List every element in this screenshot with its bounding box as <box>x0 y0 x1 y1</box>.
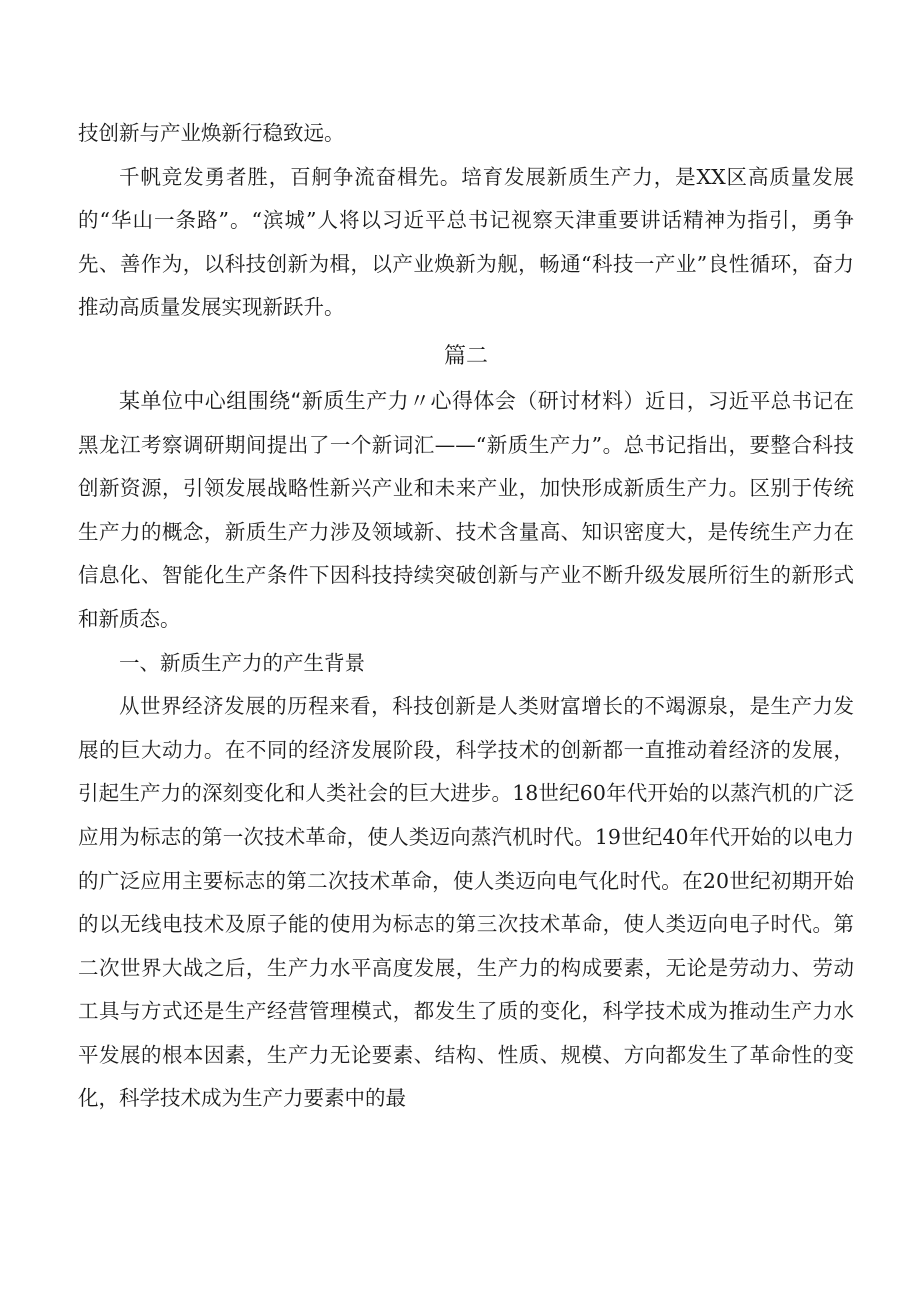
paragraph-intro-text: 近日，习近平总书记在黑龙江考察调研期间提出了一个新词汇——“新质生产力”。总书记指出，要整合科技创新资源，引领发展战略性新兴产业和未来产业，加快形成新质生产力。区别于传统生产力的概念，新质生产力涉及领域新、技术含量高、知识密度大，是传统生产力在信息化、智能化生产条件下因科技持续突破创新与产业不断升级发展所衍生的新形式和新质态。 <box>78 388 854 631</box>
document-page <box>78 112 854 1121</box>
paragraph-continuation: 技创新与产业焕新行稳致远。 <box>78 121 345 145</box>
paragraph-background: 从世界经济发展的历程来看，科技创新是人类财富增长的不竭源泉，是生产力发展的巨大动力。在不同的经济发展阶段，科学技术的创新都一直推动着经济的发展，引起生产力的深刻变化和人类社会的巨大进步。18世纪60年代开始的以蒸汽机的广泛应用为标志的第一次技术革命，使人类迈向蒸汽机时代。19世纪40年代开始的以电力的广泛应用主要标志的第二次技术革命，使人类迈向电气化时代。在20世纪初期开始的以无线电技术及原子能的使用为标志的第三次技术革命，使人类迈向电子时代。第二次世界大战之后，生产力水平高度发展，生产力的构成要素，无论是劳动力、劳动工具与方式还是生产经营管理模式，都发生了质的变化，科学技术成为推动生产力水平发展的根本因素，生产力无论要素、结构、性质、规模、方向都发生了革命性的变化，科学技术成为生产力要素中的最 <box>78 694 854 1111</box>
paragraph-competition: 千帆竞发勇者胜，百舸争流奋楫先。培育发展新质生产力，是XX区高质量发展的“华山一条路”。“滨城”人将以习近平总书记视察天津重要讲话精神为指引，勇争先、善作为，以科技创新为楫，以产业焕新为舰，畅通“科技一产业”良性循环，奋力推动高质量发展实现新跃升。 <box>78 164 854 320</box>
paragraph-intro <box>78 380 854 642</box>
document-subtitle: 某单位中心组围绕“新质生产力〃心得体会（研讨材料） <box>119 388 645 413</box>
heading-background: 一、新质生产力的产生背景 <box>119 650 365 675</box>
section-title: 篇二 <box>443 343 488 369</box>
